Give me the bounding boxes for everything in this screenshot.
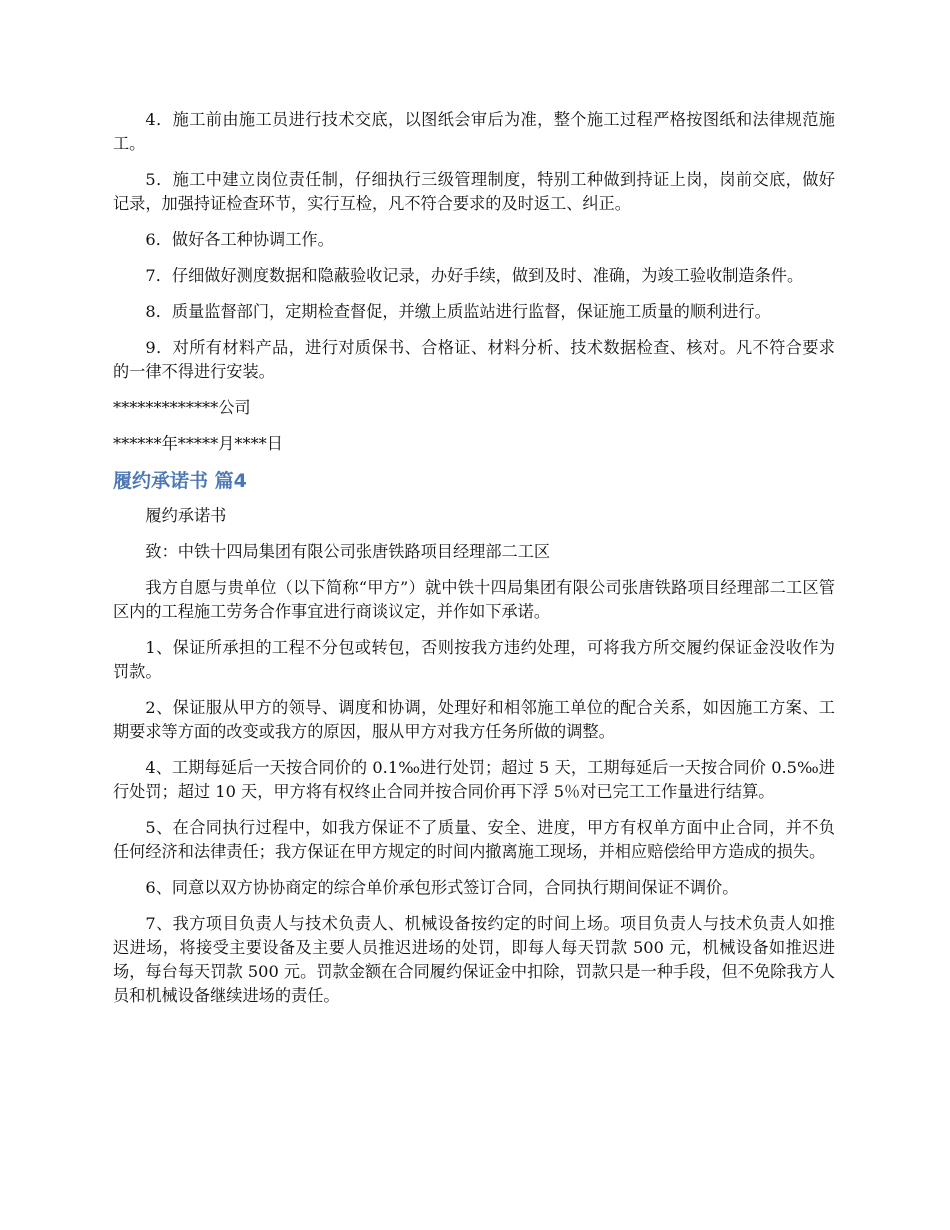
letter-recipient: 致：中铁十四局集团有限公司张唐铁路项目经理部二工区: [145, 542, 551, 561]
document-page: [113, 108, 835, 1020]
signature-date: ******年*****月****日: [113, 434, 283, 453]
clause-4: 4、工期每延后一天按合同价的 0.1‰进行处罚；超过 5 天，工期每延后一天按合同价 0.5‰进行处罚；超过 10 天，甲方将有权终止合同并按合同价再下浮 5％对已完工工作量进行结算。: [113, 758, 835, 801]
section-heading: 履约承诺书 篇4: [113, 470, 247, 492]
clause-2: 2、保证服从甲方的领导、调度和协调，处理好和相邻施工单位的配合关系，如因施工方案、工期要求等方面的改变或我方的原因，服从甲方对我方任务所做的调整。: [113, 698, 835, 741]
clause-5: 5、在合同执行过程中，如我方保证不了质量、安全、进度，甲方有权单方面中止合同，并不负任何经济和法律责任；我方保证在甲方规定的时间内撤离施工现场，并相应赔偿给甲方造成的损失。: [113, 818, 835, 861]
clause-7: 7、我方项目负责人与技术负责人、机械设备按约定的时间上场。项目负责人与技术负责人如推迟进场，将接受主要设备及主要人员推迟进场的处罚，即每人每天罚款 500 元，机械设备如推迟进场，每台每天罚款 500 元。罚款金额在合同履约保证金中扣除，罚款只是一种手段，但不免除我方人员和机械设备继续进场的责任。: [113, 914, 835, 1005]
paragraph-item-8: 8．质量监督部门，定期检查督促，并缴上质监站进行监督，保证施工质量的顺利进行。: [145, 302, 771, 321]
paragraph-item-6: 6．做好各工种协调工作。: [145, 230, 334, 249]
paragraph-item-7: 7．仔细做好测度数据和隐蔽验收记录，办好手续，做到及时、准确，为竣工验收制造条件。: [145, 266, 804, 285]
paragraph-item-9: 9．对所有材料产品，进行对质保书、合格证、材料分析、技术数据检查、核对。凡不符合要求的一律不得进行安装。: [113, 338, 835, 381]
paragraph-item-5: 5．施工中建立岗位责任制，仔细执行三级管理制度，特别工种做到持证上岗，岗前交底，做好记录，加强持证检查环节，实行互检，凡不符合要求的及时返工、纠正。: [113, 170, 835, 213]
letter-intro: 我方自愿与贵单位（以下简称“甲方”）就中铁十四局集团有限公司张唐铁路项目经理部二工区管区内的工程施工劳务合作事宜进行商谈议定，并作如下承诺。: [113, 578, 835, 621]
letter-title: 履约承诺书: [145, 506, 227, 525]
company-signature: *************公司: [113, 398, 251, 417]
clause-6: 6、同意以双方协协商定的综合单价承包形式签订合同，合同执行期间保证不调价。: [145, 878, 739, 897]
clause-1: 1、保证所承担的工程不分包或转包，否则按我方违约处理，可将我方所交履约保证金没收作为罚款。: [113, 638, 835, 681]
paragraph-item-4: 4．施工前由施工员进行技术交底，以图纸会审后为准，整个施工过程严格按图纸和法律规范施工。: [113, 110, 835, 153]
